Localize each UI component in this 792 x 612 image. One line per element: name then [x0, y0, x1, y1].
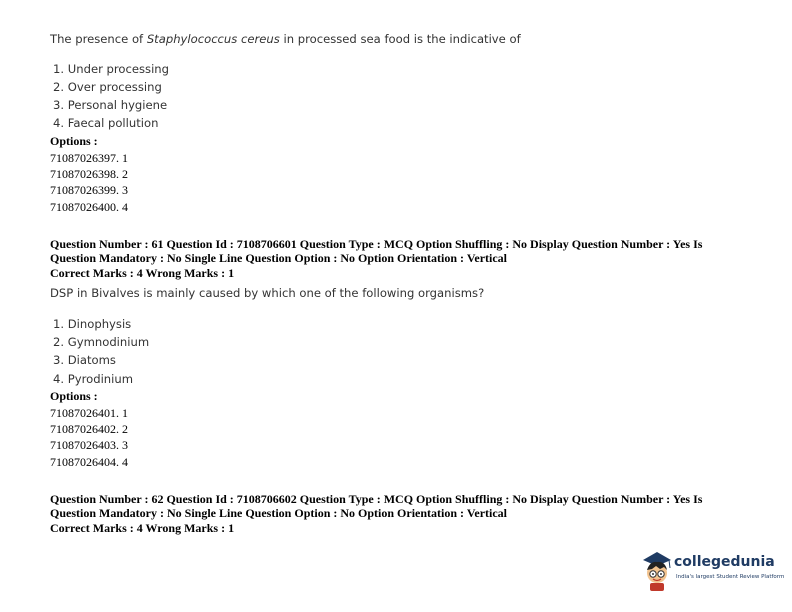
choice-item: 3. Personal hygiene [53, 98, 168, 112]
choice-item: 4. Pyrodinium [53, 372, 133, 386]
mascot-icon [640, 548, 674, 592]
choice-item: 2. Over processing [53, 80, 162, 94]
option-id: 71087026402. 2 [50, 422, 128, 436]
choice-item: 1. Dinophysis [53, 317, 132, 331]
question-62-marks: Correct Marks : 4 Wrong Marks : 1 [50, 521, 235, 535]
question-61-marks: Correct Marks : 4 Wrong Marks : 1 [50, 266, 235, 280]
question-62-meta: Question Number : 62 Question Id : 7108706602 Question Type : MCQ Option Shuffling : No Display Question Number : Yes Is [50, 492, 703, 506]
option-id: 71087026398. 2 [50, 167, 128, 181]
option-id: 71087026400. 4 [50, 200, 128, 214]
collegedunia-logo [640, 548, 790, 596]
choice-item: 4. Faecal pollution [53, 116, 159, 130]
question-61-stem: DSP in Bivalves is mainly caused by which one of the following organisms? [50, 286, 485, 300]
option-id: 71087026397. 1 [50, 151, 128, 165]
question-62-meta: Question Mandatory : No Single Line Question Option : No Option Orientation : Vertical [50, 506, 508, 520]
logo-tagline: India's largest Student Review Platform [676, 574, 785, 580]
option-id: 71087026403. 3 [50, 438, 128, 452]
question-61-meta: Question Number : 61 Question Id : 7108706601 Question Type : MCQ Option Shuffling : No Display Question Number : Yes Is [50, 237, 703, 251]
option-id: 71087026399. 3 [50, 183, 128, 197]
choice-item: 3. Diatoms [53, 353, 116, 367]
stem-text: The presence of [50, 32, 147, 46]
logo-wordmark: collegedunia [674, 554, 775, 570]
question-60-stem [50, 32, 521, 46]
question-61-meta: Question Mandatory : No Single Line Question Option : No Option Orientation : Vertical [50, 251, 508, 265]
choice-item: 1. Under processing [53, 62, 170, 76]
stem-text-end: in processed sea food is the indicative of [279, 32, 521, 46]
option-id: 71087026401. 1 [50, 406, 128, 420]
stem-italic-text: Staphylococcus cereus [146, 32, 280, 46]
options-label: Options : [50, 134, 98, 148]
choice-item: 2. Gymnodinium [53, 335, 150, 349]
options-label: Options : [50, 389, 98, 403]
option-id: 71087026404. 4 [50, 455, 128, 469]
